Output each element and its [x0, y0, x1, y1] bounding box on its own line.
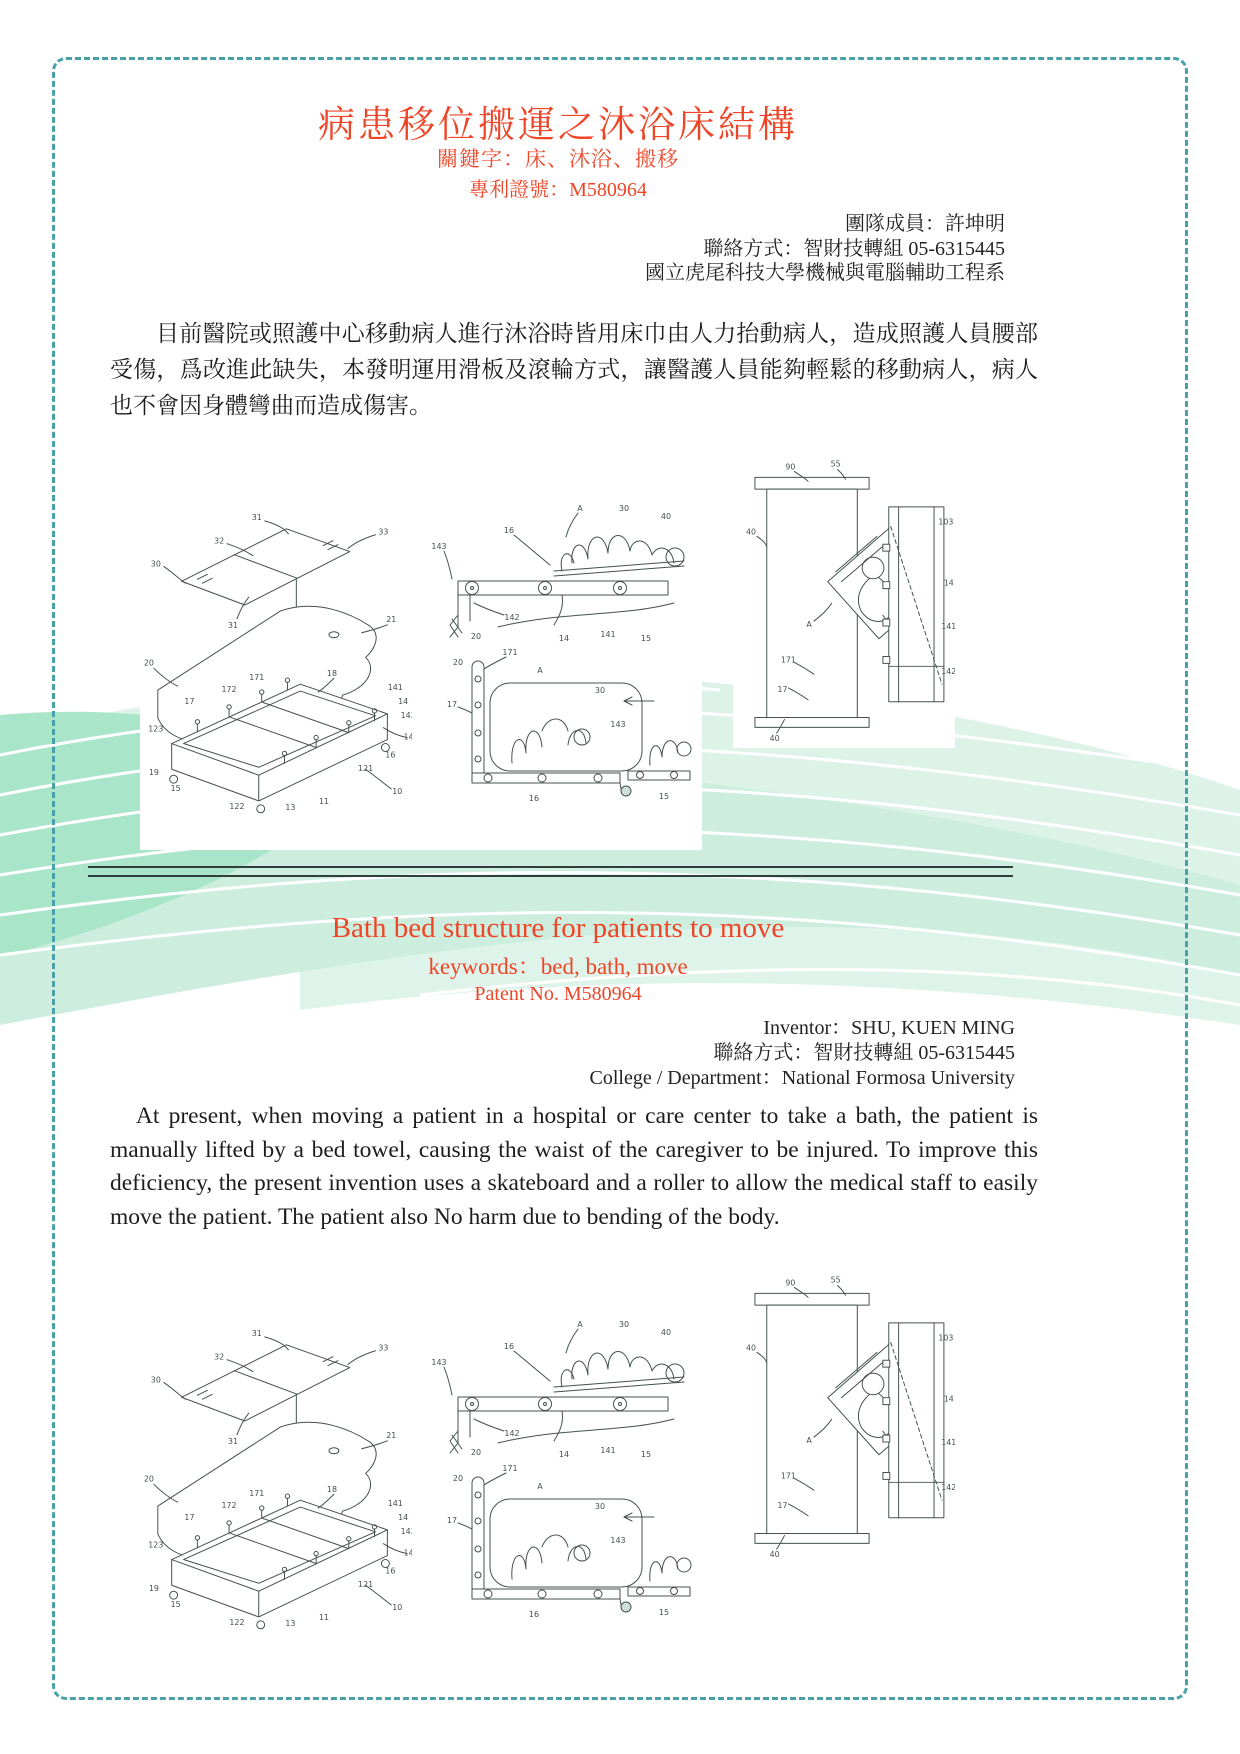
en-abstract: At present, when moving a patient in a hospital or care center to take a bath, the patient is manually lifted by a bed towel, causing the waist of the caregiver to be injured. To improve this deficiency, the present invention uses a skateboard and a roller to allow the medical staff to easily move the patient. The patient also No harm due to bending of the body.: [110, 1103, 1038, 1230]
figure-exploded-view: [140, 455, 422, 850]
en-inventor: Inventor：SHU, KUEN MING: [763, 1017, 1015, 1039]
zh-contact-line: 聯絡方式：智財技轉組 05-6315445: [703, 237, 1005, 260]
section-divider: [88, 866, 1013, 877]
zh-contact-block: [88, 212, 1005, 286]
zh-patent-number: 專利證號：M580964: [469, 179, 647, 201]
figure-side-view: [412, 1246, 702, 1666]
en-contact-line: 聯絡方式：智財技轉組 05-6315445: [713, 1042, 1015, 1064]
zh-department: 國立虎尾科技大學機械與電腦輔助工程系: [645, 262, 1005, 284]
en-contact-block: [88, 1016, 1015, 1091]
figure-top-view: [733, 438, 955, 748]
en-title: Bath bed structure for patients to move: [331, 912, 785, 944]
zh-abstract: 目前醫院或照護中心移動病人進行沐浴時皆用床巾由人力抬動病人，造成照護人員腰部受傷，爲改進此缺失，本發明運用滑板及滾輪方式，讓醫護人員能夠輕鬆的移動病人，病人也不會因身體彎曲而造成傷害。: [110, 321, 1038, 418]
en-patent-number: Patent No. M580964: [474, 983, 642, 1005]
zh-title: 病患移位搬運之沐浴床結構: [318, 105, 798, 146]
figure-top-view: [733, 1254, 955, 1564]
en-keywords: keywords：bed, bath, move: [428, 954, 688, 979]
figure-side-view: [412, 430, 702, 850]
en-department: College / Department：National Formosa University: [589, 1067, 1015, 1089]
zh-keywords: 關鍵字：床、沐浴、搬移: [437, 147, 679, 171]
figure-exploded-view: [140, 1271, 422, 1666]
zh-team-member: 團隊成員：許坤明: [845, 213, 1005, 235]
